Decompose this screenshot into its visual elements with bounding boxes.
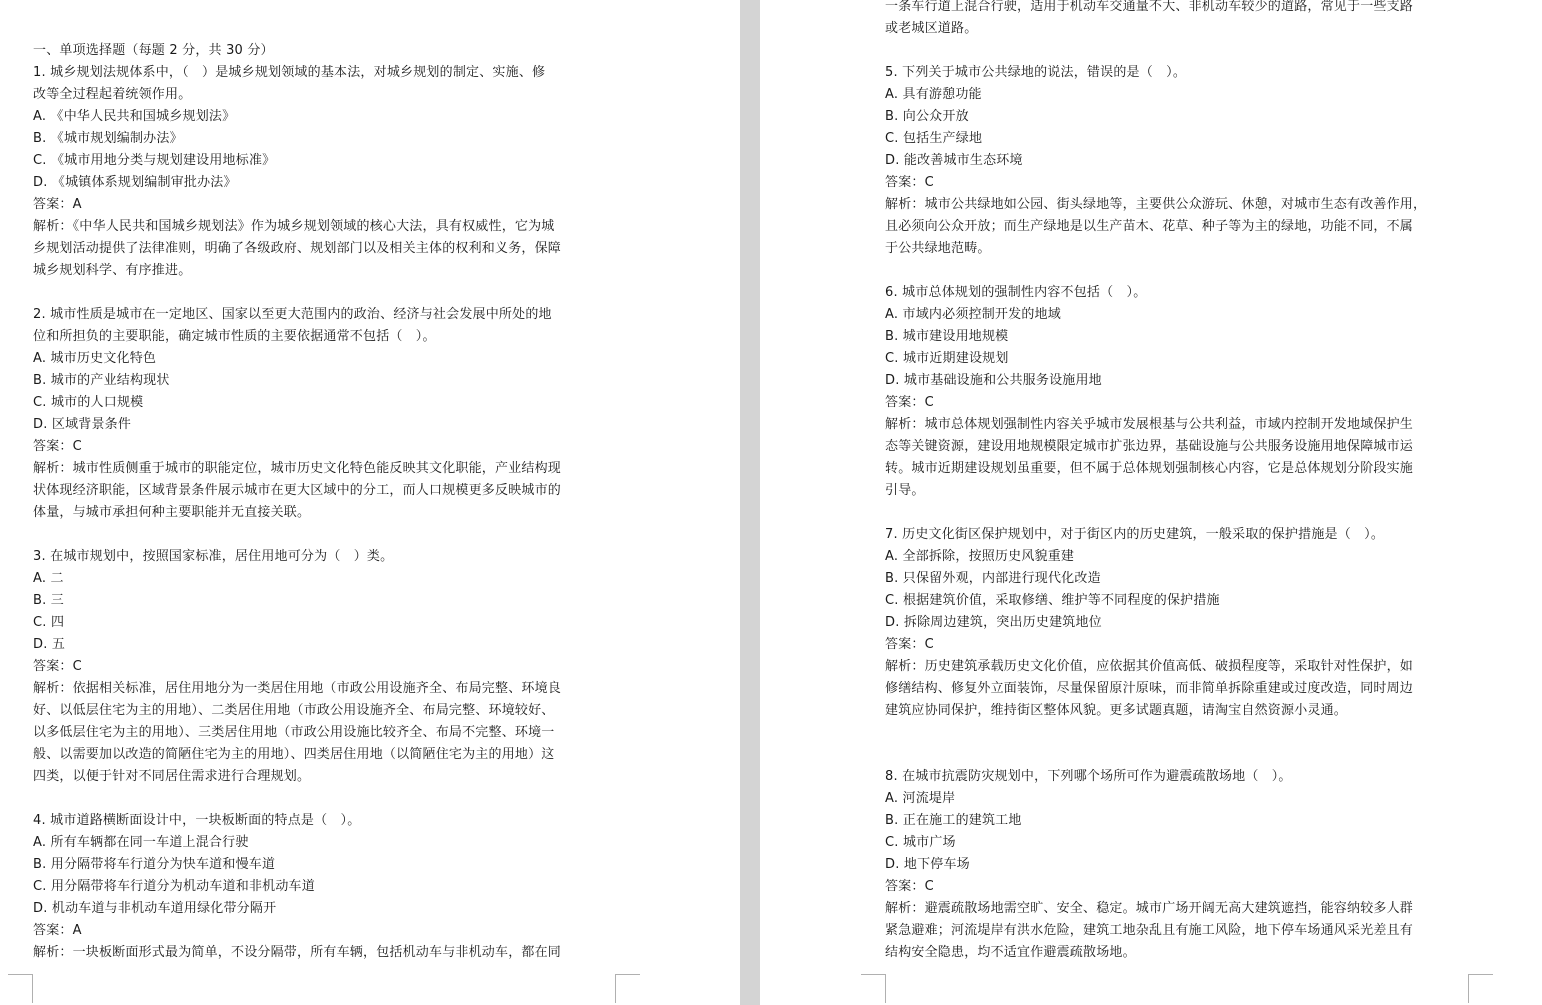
text-line: 答案：C (885, 395, 934, 410)
text-line: C. 包括生产绿地 (885, 131, 983, 146)
text-line: 答案：A (33, 923, 82, 938)
text-line: D. 能改善城市生态环境 (885, 153, 1023, 168)
blank-line (33, 788, 615, 810)
page-corner-mark (1468, 974, 1493, 1003)
text-line: 转。城市近期建设规划虽重要，但不属于总体规划强制核心内容，它是总体规划分阶段实施 (885, 461, 1414, 476)
text-line: 解析：城市公共绿地如公园、街头绿地等，主要供公众游玩、休憩，对城市生态有改善作用， (885, 197, 1427, 212)
text-line: 2. 城市性质是城市在一定地区、国家以至更大范围内的政治、经济与社会发展中所处的地 (33, 307, 552, 322)
text-line: 解析：避震疏散场地需空旷、安全、稳定。城市广场开阔无高大建筑遮挡，能容纳较多人群 (885, 901, 1414, 916)
blank-line (885, 260, 1470, 282)
text-line: B. 城市的产业结构现状 (33, 373, 170, 388)
blank-line (33, 524, 615, 546)
text-line: 般、以需要加以改造的简陋住宅为主的用地）、四类居住用地（以简陋住宅为主的用地）这 (33, 747, 555, 762)
blank-line (885, 722, 1470, 744)
text-line: 3. 在城市规划中，按照国家标准，居住用地可分为（ ）类。 (33, 549, 394, 564)
page-corner-mark (615, 974, 640, 1003)
document-page-left (0, 0, 740, 1005)
text-line: 好、以低层住宅为主的用地）、二类居住用地（市政公用设施齐全、布局完整、环境较好、 (33, 703, 555, 718)
text-line: B. 《城市规划编制办法》 (33, 131, 183, 146)
text-line: C. 城市的人口规模 (33, 395, 144, 410)
text-line: D. 城市基础设施和公共服务设施用地 (885, 373, 1102, 388)
text-line: 且必须向公众开放；而生产绿地是以生产苗木、花草、种子等为主的绿地，功能不同，不属 (885, 219, 1414, 234)
text-line: A. 《中华人民共和国城乡规划法》 (33, 109, 236, 124)
page-gutter (740, 0, 760, 1005)
text-line: A. 具有游憩功能 (885, 87, 982, 102)
text-line: C. 四 (33, 615, 65, 630)
text-line: 答案：A (33, 197, 82, 212)
text-line: D. 地下停车场 (885, 857, 970, 872)
text-line: A. 市域内必须控制开发的地域 (885, 307, 1061, 322)
text-line: 答案：C (33, 659, 82, 674)
page-text-left (33, 40, 615, 964)
text-line: D. 《城镇体系规划编制审批办法》 (33, 175, 237, 190)
text-line: 答案：C (885, 879, 934, 894)
text-line: 改等全过程起着统领作用。 (33, 87, 192, 102)
text-line: 解析：城市性质侧重于城市的职能定位，城市历史文化特色能反映其文化职能，产业结构现 (33, 461, 562, 476)
text-line: 位和所担负的主要职能，确定城市性质的主要依据通常不包括（ ）。 (33, 329, 436, 344)
text-line: B. 只保留外观，内部进行现代化改造 (885, 571, 1101, 586)
text-line: 体量，与城市承担何种主要职能并无直接关联。 (33, 505, 311, 520)
text-line: 四类，以便于针对不同居住需求进行合理规划。 (33, 769, 311, 784)
text-line: D. 拆除周边建筑，突出历史建筑地位 (885, 615, 1102, 630)
text-line: 一、单项选择题（每题 2 分，共 30 分） (33, 43, 274, 58)
text-line: B. 三 (33, 593, 64, 608)
text-line: 以多低层住宅为主的用地）、三类居住用地（市政公用设施比较齐全、布局不完整、环境一 (33, 725, 555, 740)
text-line: C. 《城市用地分类与规划建设用地标准》 (33, 153, 276, 168)
text-line: 解析：历史建筑承载历史文化价值，应依据其价值高低、破损程度等，采取针对性保护，如 (885, 659, 1414, 674)
text-line: C. 城市广场 (885, 835, 956, 850)
text-line: C. 城市近期建设规划 (885, 351, 1009, 366)
text-line: 解析：城市总体规划强制性内容关乎城市发展根基与公共利益，市域内控制开发地域保护生 (885, 417, 1414, 432)
text-line: 5. 下列关于城市公共绿地的说法，错误的是（ ）。 (885, 65, 1187, 80)
text-line: 乡规划活动提供了法律准则，明确了各级政府、规划部门以及相关主体的权利和义务，保障 (33, 241, 562, 256)
page-corner-mark (861, 974, 886, 1003)
text-line: A. 河流堤岸 (885, 791, 956, 806)
text-line: 引导。 (885, 483, 925, 498)
text-line: 紧急避难；河流堤岸有洪水危险，建筑工地杂乱且有施工风险，地下停车场通风采光差且有 (885, 923, 1414, 938)
text-line: A. 所有车辆都在同一车道上混合行驶 (33, 835, 249, 850)
text-line: A. 城市历史文化特色 (33, 351, 157, 366)
page-corner-mark (8, 974, 33, 1003)
text-line: 6. 城市总体规划的强制性内容不包括（ ）。 (885, 285, 1147, 300)
text-line: 答案：C (885, 175, 934, 190)
text-line: D. 区域背景条件 (33, 417, 132, 432)
text-line: 态等关键资源，建设用地规模限定城市扩张边界，基础设施与公共服务设施用地保障城市运 (885, 439, 1414, 454)
blank-line (885, 40, 1470, 62)
text-line: B. 向公众开放 (885, 109, 969, 124)
text-line: 1. 城乡规划法规体系中，（ ）是城乡规划领域的基本法，对城乡规划的制定、实施、修 (33, 65, 546, 80)
document-page-right (760, 0, 1542, 1005)
text-line: 7. 历史文化街区保护规划中，对于街区内的历史建筑，一般采取的保护措施是（ ）。 (885, 527, 1385, 542)
text-line: 答案：C (885, 637, 934, 652)
text-line: 或老城区道路。 (885, 21, 978, 36)
text-line: 城乡规划科学、有序推进。 (33, 263, 192, 278)
text-line: 状体现经济职能，区域背景条件展示城市在更大区域中的分工，而人口规模更多反映城市的 (33, 483, 562, 498)
text-line: 解析：一块板断面形式最为简单，不设分隔带，所有车辆，包括机动车与非机动车，都在同 (33, 945, 562, 960)
text-line: A. 二 (33, 571, 64, 586)
text-line: 结构安全隐患，均不适宜作避震疏散场地。 (885, 945, 1136, 960)
text-line: 建筑应协同保护，维持街区整体风貌。更多试题真题，请淘宝自然资源小灵通。 (885, 703, 1348, 718)
blank-line (885, 744, 1470, 766)
text-line: 一条车行道上混合行驶，适用于机动车交通量不大、非机动车较少的道路，常见于一些支路 (885, 0, 1414, 14)
text-line: C. 用分隔带将车行道分为机动车道和非机动车道 (33, 879, 315, 894)
text-line: 修缮结构、修复外立面装饰，尽量保留原汁原味，而非简单拆除重建或过度改造，同时周边 (885, 681, 1414, 696)
text-line: 答案：C (33, 439, 82, 454)
text-line: 解析：《中华人民共和国城乡规划法》作为城乡规划领域的核心大法，具有权威性，它为城 (33, 219, 555, 234)
text-line: D. 五 (33, 637, 66, 652)
text-line: 4. 城市道路横断面设计中，一块板断面的特点是（ ）。 (33, 813, 361, 828)
text-line: D. 机动车道与非机动车道用绿化带分隔开 (33, 901, 277, 916)
text-line: B. 正在施工的建筑工地 (885, 813, 1022, 828)
page-text-right (885, 0, 1470, 964)
text-line: A. 全部拆除，按照历史风貌重建 (885, 549, 1075, 564)
blank-line (885, 502, 1470, 524)
text-line: C. 根据建筑价值，采取修缮、维护等不同程度的保护措施 (885, 593, 1220, 608)
blank-line (33, 282, 615, 304)
text-line: B. 城市建设用地规模 (885, 329, 1009, 344)
text-line: 于公共绿地范畴。 (885, 241, 991, 256)
text-line: B. 用分隔带将车行道分为快车道和慢车道 (33, 857, 276, 872)
text-line: 8. 在城市抗震防灾规划中，下列哪个场所可作为避震疏散场地（ ）。 (885, 769, 1292, 784)
text-line: 解析：依据相关标准，居住用地分为一类居住用地（市政公用设施齐全、布局完整、环境良 (33, 681, 562, 696)
